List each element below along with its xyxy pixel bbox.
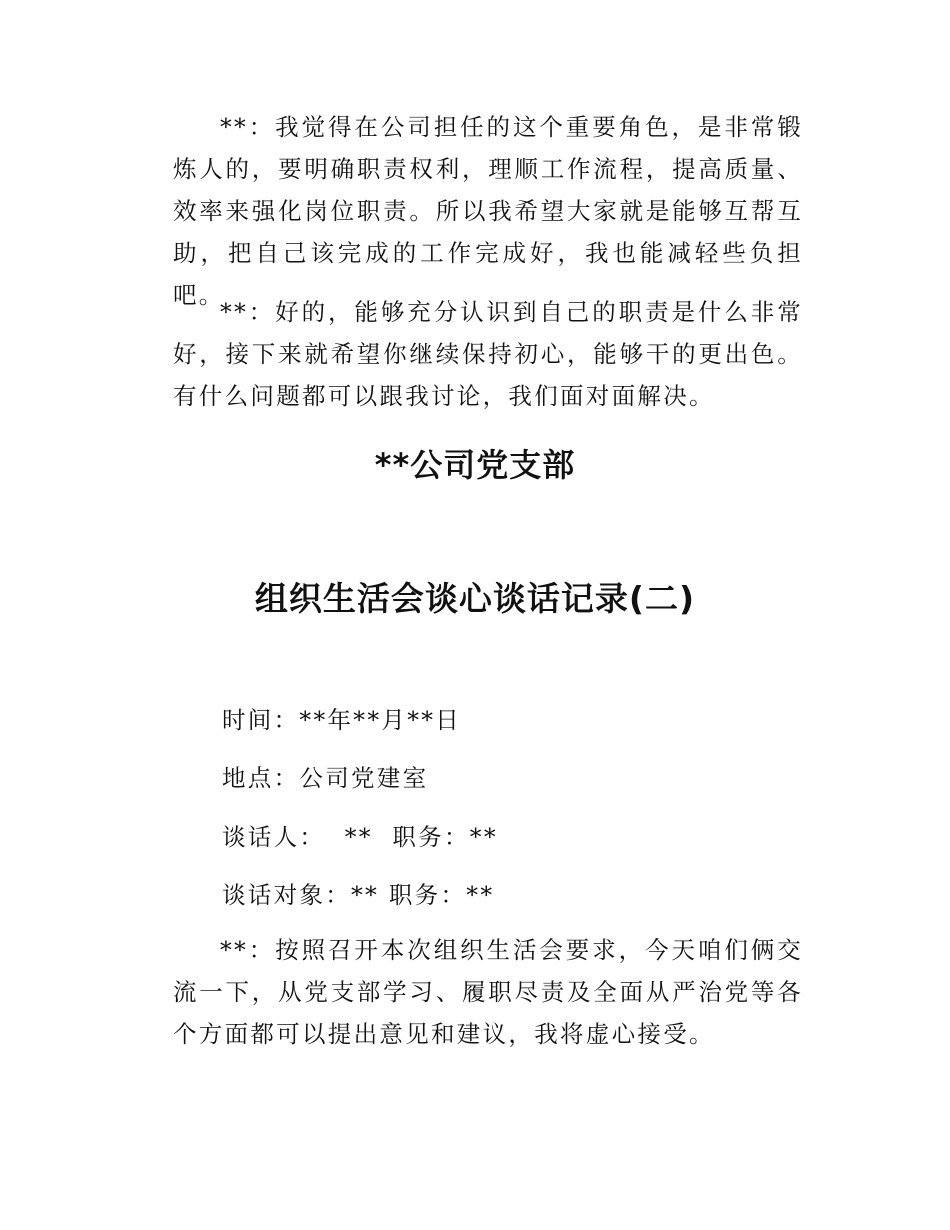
meta-time: 时间：**年**月**日 xyxy=(222,706,462,734)
body-paragraph: **：我觉得在公司担任的这个重要角色，是非常锻炼人的，要明确职责权利，理顺工作流程，提高质量、效率来强化岗位职责。所以我希望大家就是能够互帮互助，把自己该完成的工作完成好，我也能减轻些负担吧。 xyxy=(173,113,803,309)
meta-speaker: 谈话人： ** 职务：** xyxy=(222,823,498,851)
body-paragraph: **：按照召开本次组织生活会要求，今天咱们俩交流一下，从党支部学习、履职尽责及全面从严治党等各个方面都可以提出意见和建议，我将虚心接受。 xyxy=(173,936,803,1048)
body-paragraph: **：好的，能够充分认识到自己的职责是什么非常好，接下来就希望你继续保持初心，能够干的更出色。有什么问题都可以跟我讨论，我们面对面解决。 xyxy=(173,298,803,410)
org-title: **公司党支部 xyxy=(374,446,576,484)
record-title: 组织生活会谈心谈话记录(二) xyxy=(254,579,696,618)
meta-target: 谈话对象：** 职务：** xyxy=(222,881,495,909)
meta-place: 地点：公司党建室 xyxy=(222,764,429,792)
